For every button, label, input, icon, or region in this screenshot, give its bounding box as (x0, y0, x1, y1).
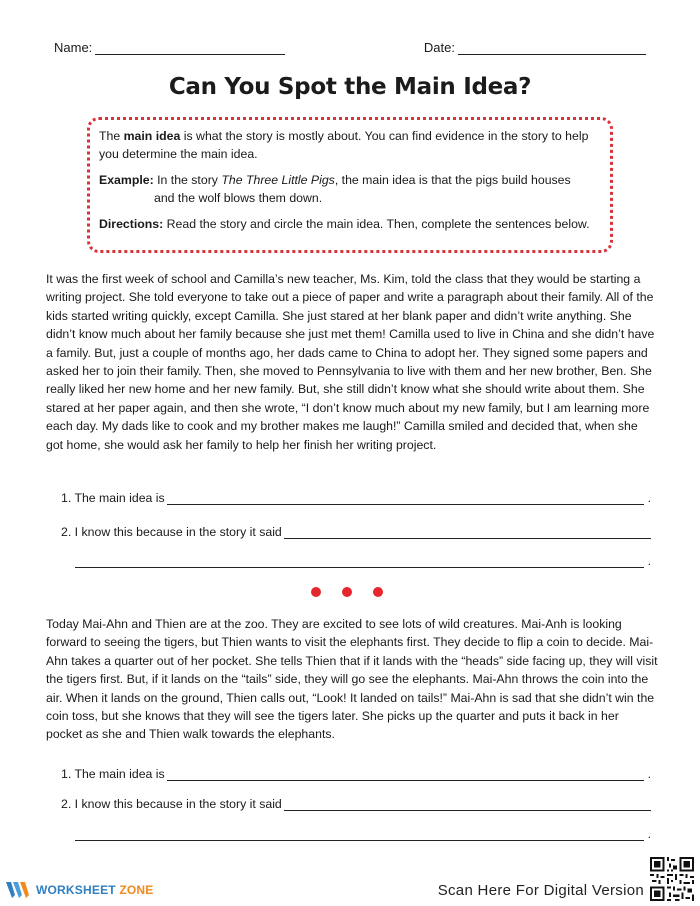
name-field[interactable] (54, 40, 285, 55)
story2-question-1 (61, 766, 651, 781)
definition-post: is what the story is mostly about. You can find evidence in the story to help you determine the main idea. (99, 129, 589, 161)
section-divider (311, 587, 383, 597)
period: . (647, 827, 651, 841)
story1-question-2 (61, 524, 651, 539)
question-2-label: 2. I know this because in the story it said (61, 525, 282, 539)
period: . (647, 767, 651, 781)
divider-dot (311, 587, 321, 597)
example-title: The Three Little Pigs (221, 173, 335, 187)
directions-label: Directions: (99, 217, 164, 231)
page-title: Can You Spot the Main Idea? (168, 74, 532, 100)
example-line2: and the wolf blows them down. (154, 190, 323, 205)
worksheetzone-logo[interactable] (6, 880, 154, 900)
story-2: Today Mai-Ahn and Thien are at the zoo. They are excited to see lots of wild creatures. Mai-Anh is looking forward to seeing the tigers, but Thien wants to visit the elephants first. They decide to flip a coin to decide. Mai-Ahn takes a quarter out of her pocket. She tells Thien that if it lands with the “heads” side facing up, they will visit the tigers first. But, if it lands on the “tails” side, they will go see the elephants. Mai-Ahn throws the coin into the air. When it lands on the ground, Thien calls out, “Look! It landed on tails!” Mai-Ahn is sad that she didn’t win the coin toss, but she knows that they will see the tigers later. She picks up the quarter and puts it back in her pocket as she and Thien walk towards the elephants. (46, 617, 658, 742)
answer-line[interactable] (75, 826, 644, 841)
story1-question-2-continued (75, 553, 651, 568)
question-2-label: 2. I know this because in the story it said (61, 797, 282, 811)
date-line[interactable] (458, 40, 646, 55)
divider-dot (373, 587, 383, 597)
definition-text (99, 128, 600, 163)
story1-question-1 (61, 490, 651, 505)
period: . (647, 491, 651, 505)
directions-text (99, 216, 600, 234)
logo-zone: ZONE (119, 883, 154, 897)
example-post: , the main idea is that the pigs build houses (334, 173, 571, 187)
scan-text: Scan Here For Digital Version (437, 882, 644, 899)
story2-question-2-continued (75, 826, 651, 841)
period: . (647, 554, 651, 568)
instruction-box (87, 117, 613, 253)
logo-worksheet: WORKSHEET (36, 883, 116, 897)
example-pre: In the story (153, 173, 222, 187)
date-label: Date: (423, 40, 455, 55)
example-label: Example: (99, 173, 154, 187)
directions-body: Read the story and circle the main idea. Then, complete the sentences below. (163, 217, 590, 231)
question-1-label: 1. The main idea is (61, 767, 165, 781)
story2-question-2 (61, 796, 651, 811)
name-label: Name: (54, 40, 93, 55)
answer-line[interactable] (284, 796, 651, 811)
definition-pre: The (99, 129, 124, 143)
logo-text (36, 883, 154, 897)
question-1-label: 1. The main idea is (61, 491, 165, 505)
name-date-row (54, 40, 646, 55)
w-logo-icon (6, 880, 32, 900)
story-1: It was the first week of school and Camilla’s new teacher, Ms. Kim, told the class that they would be starting a writing project. She told everyone to take out a piece of paper and write a paragraph about their family. All of the kids started writing quickly, except Camilla. She just stared at her blank paper and didn’t write anything. She didn’t know much about her family because she just met them! Camilla used to live in China and she didn’t have a family. But, just a couple of months ago, her dads came to China to adopt her. They signed some papers and asked her to join their family. Then, she moved to Pennsylvania to live with them and her new brother, Ben. She really liked her new home and her new family. But, she still didn’t know what she should write about them. She stared at her paper again, and then she wrote, “I don’t know much about my new family, but I am learning more each day. My dads like to cook and my brother makes me laugh!” Camilla smiled and decided that, when she got home, she would ask her family to help her finish her writing project. (46, 272, 655, 452)
example-text (99, 172, 600, 207)
answer-line[interactable] (284, 524, 651, 539)
date-field[interactable] (424, 40, 646, 55)
answer-line[interactable] (167, 766, 644, 781)
definition-term: main idea (123, 129, 181, 143)
qr-code-icon[interactable] (650, 857, 694, 901)
name-line[interactable] (95, 40, 285, 55)
divider-dot (342, 587, 352, 597)
answer-line[interactable] (167, 490, 644, 505)
answer-line[interactable] (75, 553, 644, 568)
